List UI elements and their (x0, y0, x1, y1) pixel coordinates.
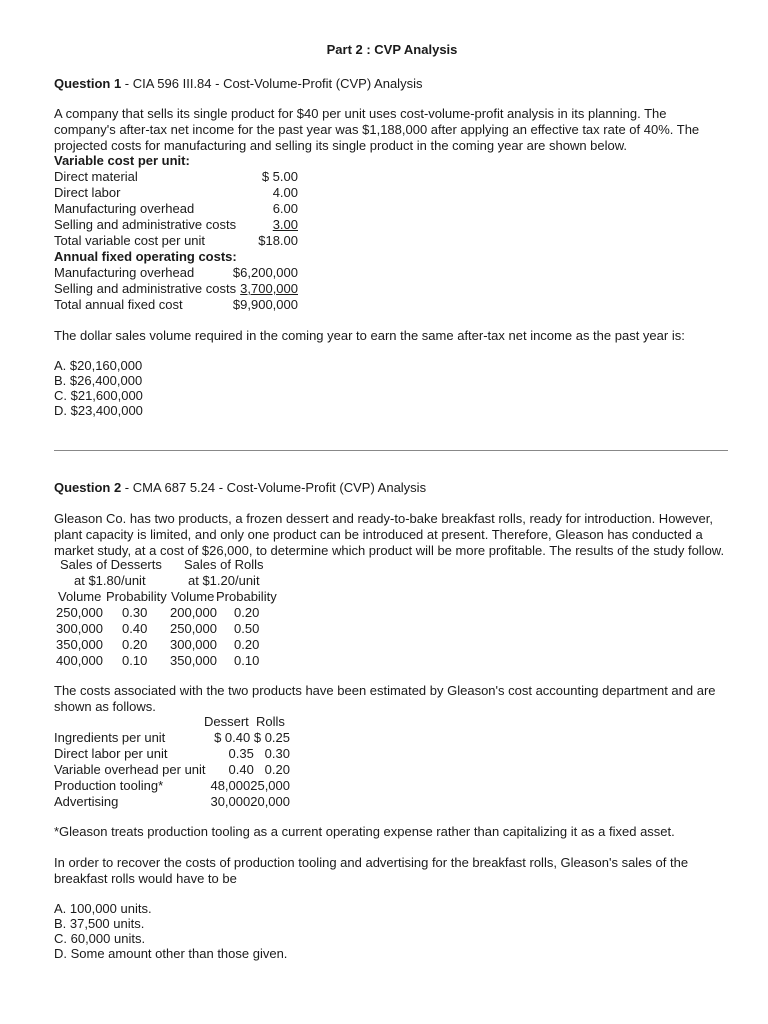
cost-label-0: Ingredients per unit (54, 730, 166, 745)
q1-variable-label-3: Selling and administrative costs (54, 217, 237, 232)
q1-fixed-heading: Annual fixed operating costs: (54, 249, 237, 264)
q1-variable-label-2: Manufacturing overhead (54, 201, 195, 216)
q1-fixed-label-0: Manufacturing overhead (54, 265, 195, 280)
q1-option-c: C. $21,600,000 (54, 388, 143, 403)
sales-row-2-vol1: 350,000 (56, 637, 103, 652)
section-divider (54, 450, 728, 451)
q2-question: In order to recover the costs of production tooling and advertising for the breakfast rolls, Gleason's sales of the breakfast rolls would have to be (54, 855, 689, 886)
q1-label: Question 1 (54, 76, 122, 91)
q1-variable-value-0: $ 5.00 (261, 169, 298, 184)
q2-option-c: C. 60,000 units. (54, 931, 146, 946)
sales-rolls-header: Sales of Rolls (184, 557, 264, 572)
sales-row-3-vol1: 400,000 (56, 653, 103, 668)
sales-row-3-prob1: 0.10 (122, 653, 148, 668)
q1-variable-value-3: 3.00 (272, 217, 298, 232)
q1-question: The dollar sales volume required in the coming year to earn the same after-tax net income as the past year is: (54, 328, 685, 343)
sales-row-2-prob1: 0.20 (122, 637, 148, 652)
col-header-probability-1: Probability (106, 589, 167, 604)
cost-label-4: Advertising (54, 794, 119, 809)
cost-value-3: 48,00025,000 (210, 778, 290, 793)
q2-cost-intro: The costs associated with the two products have been estimated by Gleason's cost accounting department and are shown as follows. (54, 683, 716, 714)
q1-source: - CIA 596 III.84 - Cost-Volume-Profit (CVP) Analysis (121, 76, 423, 91)
q1-variable-value-4: $18.00 (258, 233, 298, 248)
sales-row-1-prob1: 0.40 (122, 621, 148, 636)
sales-row-1-prob2: 0.50 (234, 621, 260, 636)
q2-intro: Gleason Co. has two products, a frozen dessert and ready-to-bake breakfast rolls, ready for introduction. However, plant capacity is limited, and only one product can be introduced at present. Therefore, Gleason has conducted a market study, at a cost of $26,000, to determine which product will be more profitable. The results of the study follow. (54, 511, 725, 558)
q1-option-d: D. $23,400,000 (54, 403, 143, 418)
cost-value-2: 0.40 0.20 (228, 762, 290, 777)
col-header-probability-2: Probability (216, 589, 277, 604)
sales-row-3-prob2: 0.10 (234, 653, 260, 668)
sales-row-0-prob2: 0.20 (234, 605, 260, 620)
desserts-price: at $1.80/unit (74, 573, 146, 588)
q1-fixed-value-2: $9,900,000 (232, 297, 298, 312)
q1-fixed-value-1: 3,700,000 (240, 281, 298, 296)
sales-row-3-vol2: 350,000 (170, 653, 217, 668)
q2-source: - CMA 687 5.24 - Cost-Volume-Profit (CVP) Analysis (121, 480, 427, 495)
sales-row-1-vol2: 250,000 (170, 621, 217, 636)
q2-heading (54, 480, 426, 495)
sales-row-0-vol2: 200,000 (170, 605, 217, 620)
rolls-price: at $1.20/unit (188, 573, 260, 588)
sales-row-1-vol1: 300,000 (56, 621, 103, 636)
q1-variable-value-2: 6.00 (272, 201, 298, 216)
cost-value-1: 0.35 0.30 (228, 746, 290, 761)
cost-label-2: Variable overhead per unit (54, 762, 206, 777)
cost-value-0: $ 0.40 $ 0.25 (214, 730, 290, 745)
sales-row-2-prob2: 0.20 (234, 637, 260, 652)
cost-table-header: Dessert Rolls (204, 714, 285, 729)
sales-desserts-header: Sales of Desserts (60, 557, 162, 572)
q1-variable-heading: Variable cost per unit: (54, 153, 190, 168)
q1-option-a: A. $20,160,000 (54, 358, 143, 373)
q2-label: Question 2 (54, 480, 122, 495)
q1-option-b: B. $26,400,000 (54, 373, 143, 388)
cost-value-4: 30,00020,000 (210, 794, 290, 809)
col-header-volume-2: Volume (171, 589, 215, 604)
cost-label-3: Production tooling* (54, 778, 164, 793)
sales-row-2-vol2: 300,000 (170, 637, 217, 652)
q1-fixed-value-0: $6,200,000 (232, 265, 298, 280)
q1-fixed-label-2: Total annual fixed cost (54, 297, 183, 312)
q2-footnote: *Gleason treats production tooling as a current operating expense rather than capitalizing it as a fixed asset. (54, 824, 675, 839)
col-header-volume-1: Volume (58, 589, 102, 604)
q1-variable-label-0: Direct material (54, 169, 138, 184)
sales-row-0-vol1: 250,000 (56, 605, 103, 620)
q1-variable-label-1: Direct labor (54, 185, 121, 200)
q1-intro: A company that sells its single product for $40 per unit uses cost-volume-profit analysis in its planning. The company's after-tax net income for the past year was $1,188,000 after applying an effective tax rate of 40%. The projected costs for manufacturing and selling its single product in the coming year are shown below. (54, 106, 700, 153)
q1-fixed-label-1: Selling and administrative costs (54, 281, 237, 296)
q2-option-d: D. Some amount other than those given. (54, 946, 288, 961)
q2-option-b: B. 37,500 units. (54, 916, 145, 931)
sales-row-0-prob1: 0.30 (122, 605, 148, 620)
page-title: Part 2 : CVP Analysis (326, 42, 458, 57)
q2-option-a: A. 100,000 units. (54, 901, 152, 916)
q1-variable-value-1: 4.00 (272, 185, 298, 200)
cost-label-1: Direct labor per unit (54, 746, 168, 761)
q1-variable-label-4: Total variable cost per unit (54, 233, 206, 248)
q1-heading (54, 76, 422, 91)
